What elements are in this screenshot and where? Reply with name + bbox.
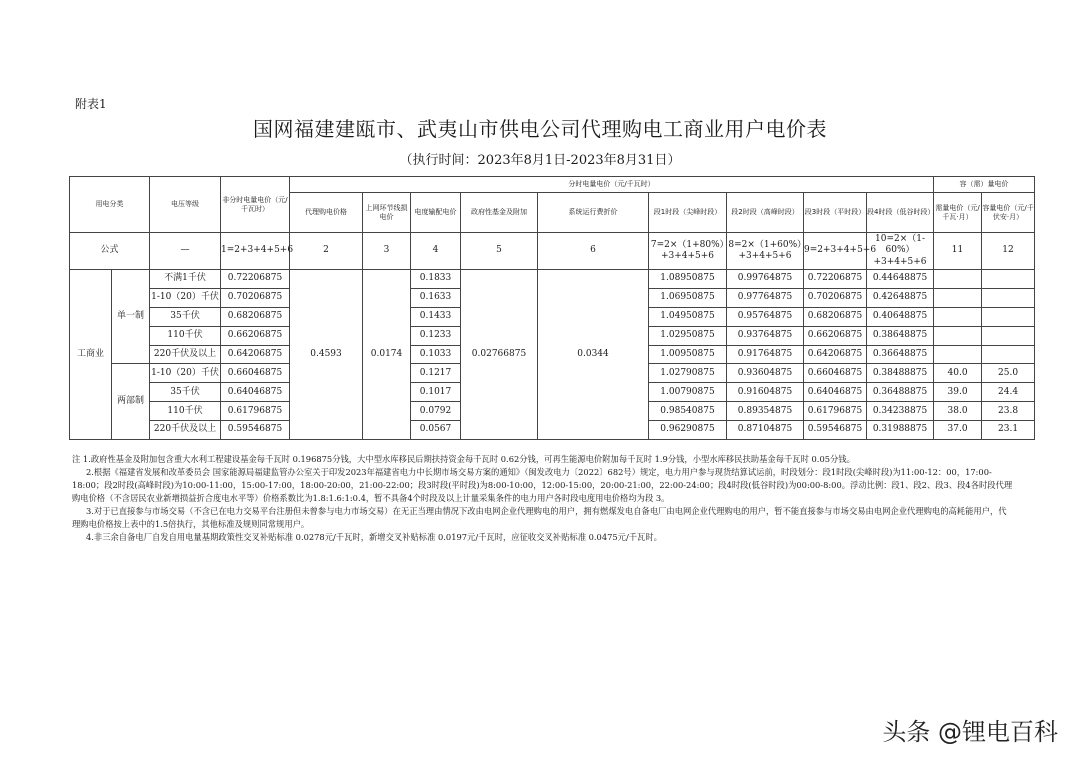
- transmission-cell: 0.1017: [411, 383, 461, 402]
- transmission-cell: 0.1233: [411, 326, 461, 345]
- header-gov-fund: 政府性基金及附加: [461, 193, 538, 233]
- voltage-cell: 35千伏: [150, 307, 221, 326]
- demand-price-cell: [934, 326, 982, 345]
- seg1-cell: 1.02790875: [649, 364, 727, 383]
- header-row-1: [70, 177, 1035, 193]
- capacity-price-cell: [982, 307, 1035, 326]
- seg4-cell: 0.38648875: [867, 326, 934, 345]
- non-tou-price-cell: 0.68206875: [221, 307, 290, 326]
- non-tou-price-cell: 0.64046875: [221, 383, 290, 402]
- tariff-table: [69, 176, 1035, 440]
- formula-voltage: —: [150, 233, 221, 270]
- capacity-price-cell: [982, 270, 1035, 289]
- header-proxy-price: 代理购电价格: [290, 193, 363, 233]
- header-non-tou-price: 非分时电量电价（元/千瓦时）: [221, 177, 290, 233]
- appendix-label: 附表1: [75, 97, 107, 111]
- seg1-cell: 1.06950875: [649, 288, 727, 307]
- demand-price-cell: [934, 270, 982, 289]
- demand-price-cell: [934, 307, 982, 326]
- non-tou-price-cell: 0.59546875: [221, 421, 290, 440]
- formula-row: [70, 233, 1035, 270]
- header-user-category: 用电分类: [70, 177, 150, 233]
- capacity-price-cell: 25.0: [982, 364, 1035, 383]
- formula-c9: 9=2+3+4+5+6: [804, 233, 867, 270]
- capacity-price-cell: 23.8: [982, 402, 1035, 421]
- formula-label: 公式: [70, 233, 150, 270]
- note-1: 注 1.政府性基金及附加包含重大水利工程建设基金每千瓦时 0.196875分钱，大中型水库移民后期扶持资金每千瓦时 0.62分钱，可再生能源电价附加每千瓦时 1.9分钱，小型水库移民扶助基金每千瓦时 0.05分钱。: [72, 454, 855, 464]
- formula-c12: 12: [982, 233, 1035, 270]
- header-transmission: 电度输配电价: [411, 193, 461, 233]
- seg4-cell: 0.40648875: [867, 307, 934, 326]
- formula-c6: 6: [538, 233, 649, 270]
- note-4: 4.非三余自备电厂自发自用电量基期政策性交叉补贴标准 0.0278元/千瓦时，新增交叉补贴标准 0.0197元/千瓦时，应征收交叉补贴标准 0.0475元/千瓦时。: [86, 532, 662, 542]
- seg1-cell: 0.96290875: [649, 421, 727, 440]
- seg4-cell: 0.31988875: [867, 421, 934, 440]
- seg2-cell: 0.93764875: [727, 326, 804, 345]
- header-seg1: 段1时段（尖峰时段）: [649, 193, 727, 233]
- seg4-cell: 0.36648875: [867, 345, 934, 364]
- capacity-price-cell: 24.4: [982, 383, 1035, 402]
- transmission-cell: 0.1433: [411, 307, 461, 326]
- seg4-cell: 0.42648875: [867, 288, 934, 307]
- seg4-cell: 0.38488875: [867, 364, 934, 383]
- header-capacity-price: 容量电价（元/千伏安·月）: [982, 193, 1035, 233]
- table-body: [70, 270, 1035, 440]
- formula-c2: 2: [290, 233, 363, 270]
- seg2-cell: 0.91764875: [727, 345, 804, 364]
- footnotes: [72, 453, 1014, 544]
- capacity-price-cell: [982, 288, 1035, 307]
- seg3-cell: 0.59546875: [804, 421, 867, 440]
- formula-c5: 5: [461, 233, 538, 270]
- seg1-cell: 0.98540875: [649, 402, 727, 421]
- header-seg2: 段2时段（高峰时段）: [727, 193, 804, 233]
- voltage-cell: 220千伏及以上: [150, 345, 221, 364]
- voltage-cell: 110千伏: [150, 326, 221, 345]
- seg1-cell: 1.02950875: [649, 326, 727, 345]
- grid-loss-cell: 0.0174: [363, 270, 411, 440]
- two-part-system-cell: 两部制: [112, 364, 150, 440]
- demand-price-cell: [934, 288, 982, 307]
- transmission-cell: 0.0567: [411, 421, 461, 440]
- non-tou-price-cell: 0.66206875: [221, 326, 290, 345]
- category-cell: 工商业: [70, 270, 112, 440]
- non-tou-price-cell: 0.61796875: [221, 402, 290, 421]
- voltage-cell: 110千伏: [150, 402, 221, 421]
- header-tou-group: 分时电量电价（元/千瓦时）: [290, 177, 934, 193]
- formula-c4: 4: [411, 233, 461, 270]
- non-tou-price-cell: 0.66046875: [221, 364, 290, 383]
- demand-price-cell: [934, 345, 982, 364]
- watermark: 头条 @锂电百科: [882, 718, 1058, 746]
- seg2-cell: 0.93604875: [727, 364, 804, 383]
- demand-price-cell: 40.0: [934, 364, 982, 383]
- seg1-cell: 1.00790875: [649, 383, 727, 402]
- seg1-cell: 1.08950875: [649, 270, 727, 289]
- voltage-cell: 1-10（20）千伏: [150, 364, 221, 383]
- header-grid-loss: 上网环节线损电价: [363, 193, 411, 233]
- non-tou-price-cell: 0.70206875: [221, 288, 290, 307]
- transmission-cell: 0.1633: [411, 288, 461, 307]
- seg3-cell: 0.68206875: [804, 307, 867, 326]
- seg2-cell: 0.95764875: [727, 307, 804, 326]
- table-row: [70, 270, 1035, 289]
- note-3: 3.对于已直接参与市场交易（不含已在电力交易平台注册但未曾参与电力市场交易）在无正当理由情况下改由电网企业代理购电的用户，拥有燃煤发电自备电厂由电网企业代理购电的用户，暂不能直接参与市场交易由电网企业代理购电的高耗能用户，代理购电价格按上表中的1.5倍执行，其他标准及规则同常规用户。: [72, 506, 1007, 529]
- seg3-cell: 0.64206875: [804, 345, 867, 364]
- seg2-cell: 0.97764875: [727, 288, 804, 307]
- seg2-cell: 0.91604875: [727, 383, 804, 402]
- non-tou-price-cell: 0.72206875: [221, 270, 290, 289]
- formula-c8: 8=2×（1+60%）+3+4+5+6: [727, 233, 804, 270]
- seg1-cell: 1.04950875: [649, 307, 727, 326]
- seg4-cell: 0.34238875: [867, 402, 934, 421]
- seg3-cell: 0.72206875: [804, 270, 867, 289]
- document-title: 国网福建建瓯市、武夷山市供电公司代理购电工商业用户电价表: [253, 117, 827, 141]
- system-cost-cell: 0.0344: [538, 270, 649, 440]
- header-seg4: 段4时段（低谷时段）: [867, 193, 934, 233]
- header-capacity-group: 容（需）量电价: [934, 177, 1035, 193]
- voltage-cell: 1-10（20）千伏: [150, 288, 221, 307]
- formula-c1: 1=2+3+4+5+6: [221, 233, 290, 270]
- capacity-price-cell: [982, 326, 1035, 345]
- header-system-cost: 系统运行费折价: [538, 193, 649, 233]
- header-seg3: 段3时段（平时段）: [804, 193, 867, 233]
- transmission-cell: 0.1217: [411, 364, 461, 383]
- demand-price-cell: 38.0: [934, 402, 982, 421]
- proxy-price-cell: 0.4593: [290, 270, 363, 440]
- gov-fund-cell: 0.02766875: [461, 270, 538, 440]
- header-demand-price: 需量电价（元/千瓦·月）: [934, 193, 982, 233]
- formula-c7: 7=2×（1+80%）+3+4+5+6: [649, 233, 727, 270]
- seg4-cell: 0.36488875: [867, 383, 934, 402]
- voltage-cell: 35千伏: [150, 383, 221, 402]
- header-voltage-level: 电压等级: [150, 177, 221, 233]
- seg1-cell: 1.00950875: [649, 345, 727, 364]
- voltage-cell: 220千伏及以上: [150, 421, 221, 440]
- seg3-cell: 0.61796875: [804, 402, 867, 421]
- seg2-cell: 0.99764875: [727, 270, 804, 289]
- capacity-price-cell: [982, 345, 1035, 364]
- seg3-cell: 0.66206875: [804, 326, 867, 345]
- seg3-cell: 0.64046875: [804, 383, 867, 402]
- non-tou-price-cell: 0.64206875: [221, 345, 290, 364]
- execution-period: （执行时间：2023年8月1日-2023年8月31日）: [399, 153, 681, 168]
- transmission-cell: 0.1833: [411, 270, 461, 289]
- seg2-cell: 0.89354875: [727, 402, 804, 421]
- note-2: 2.根据《福建省发展和改革委员会 国家能源局福建监管办公室关于印发2023年福建省电力中长期市场交易方案的通知》（闽发改电力〔2022〕682号）规定，电力用户参与现货结算试运前，时段划分：段1时段(尖峰时段)为11:00-12：00，17:00-18:00；段2时段(高峰时段)为10:00-11:00，15:00-17:00，18:00-20:00，21:00-22:00；段3时段(平时段)为8:00-10:00，12:00-15:00，20:00-21:00，22:00-24:00；段4时段(低谷时段)为00:00-8:00。浮动比例：段1、段2、段3、段4各时段代理购电价格（不含居民农业新增损益折合度电水平等）价格系数比为1.8:1.6:1:0.4，暂不具备4个时段及以上计量采集条件的电力用户各时段电度用电价格均为段 3。: [72, 467, 1013, 503]
- demand-price-cell: 39.0: [934, 383, 982, 402]
- transmission-cell: 0.0792: [411, 402, 461, 421]
- voltage-cell: 不满1千伏: [150, 270, 221, 289]
- single-system-cell: 单一制: [112, 270, 150, 364]
- seg4-cell: 0.44648875: [867, 270, 934, 289]
- capacity-price-cell: 23.1: [982, 421, 1035, 440]
- formula-c10: 10=2×（1-60%）+3+4+5+6: [867, 233, 934, 270]
- seg3-cell: 0.70206875: [804, 288, 867, 307]
- formula-c3: 3: [363, 233, 411, 270]
- transmission-cell: 0.1033: [411, 345, 461, 364]
- demand-price-cell: 37.0: [934, 421, 982, 440]
- seg2-cell: 0.87104875: [727, 421, 804, 440]
- seg3-cell: 0.66046875: [804, 364, 867, 383]
- formula-c11: 11: [934, 233, 982, 270]
